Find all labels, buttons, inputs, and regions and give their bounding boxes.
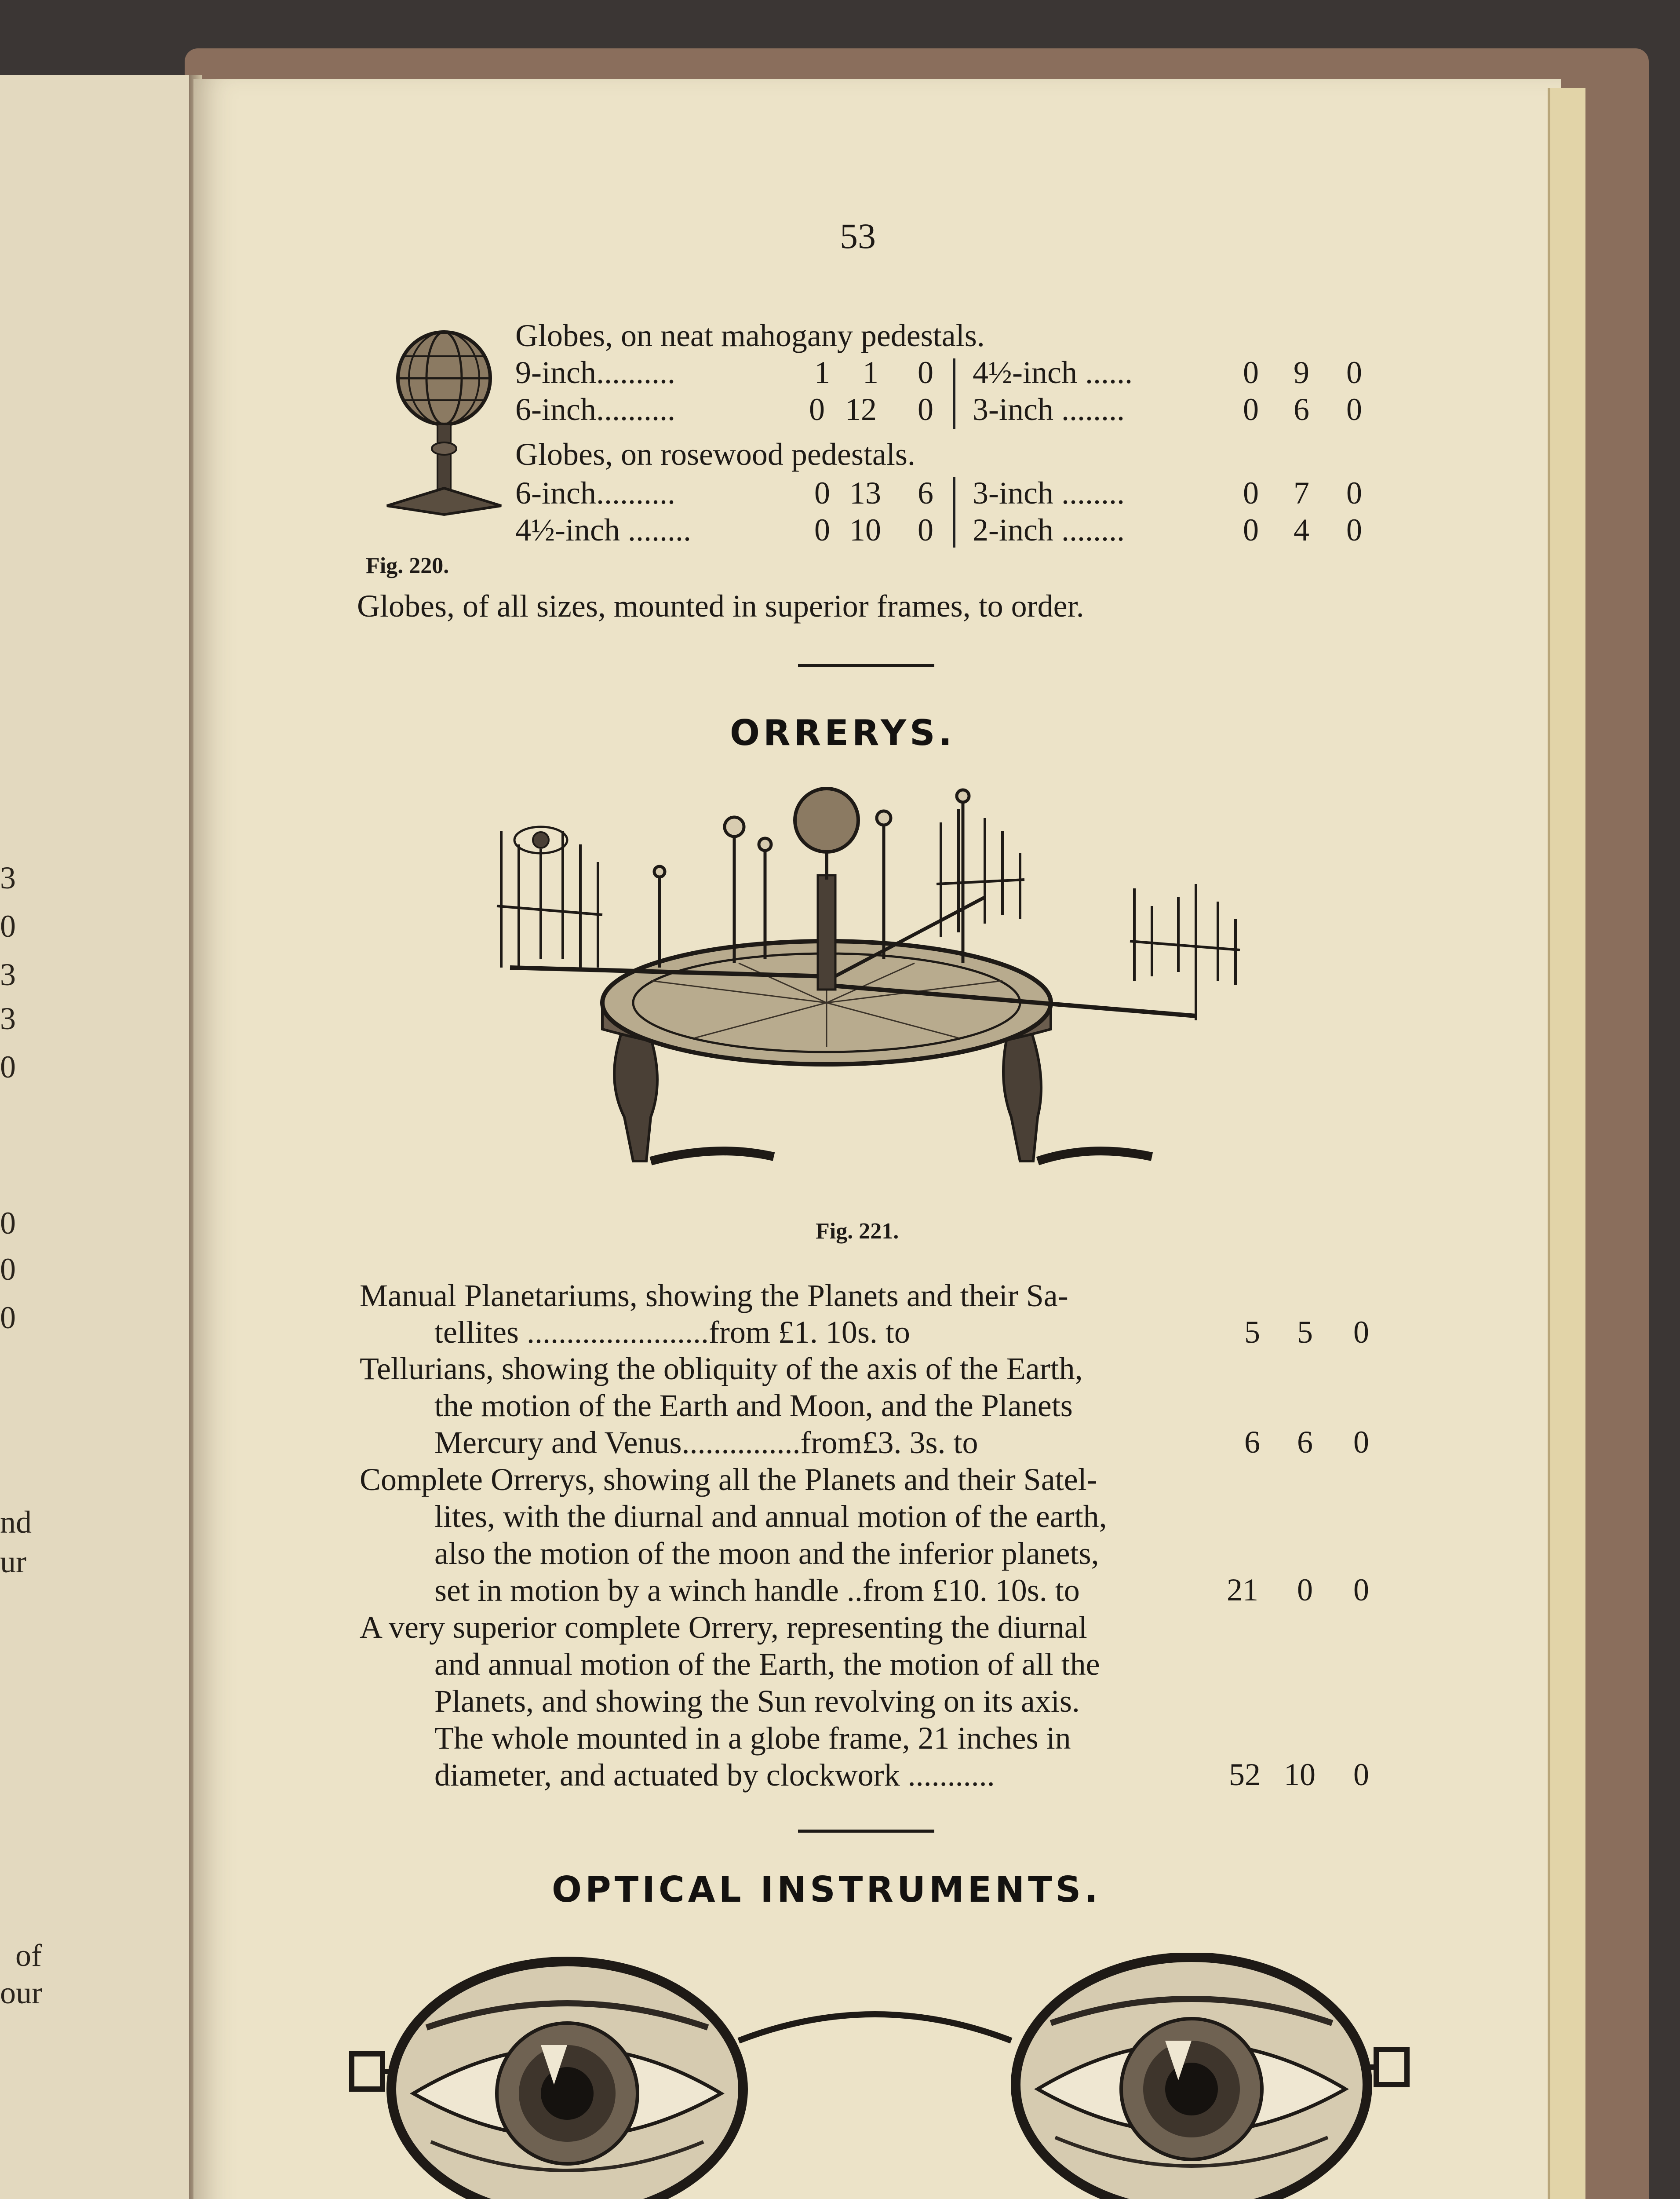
pence: 0	[1346, 512, 1362, 548]
pence: 0	[1353, 1425, 1369, 1460]
pence: 0	[918, 355, 933, 390]
pounds: 0	[1243, 355, 1259, 390]
item-line: The whole mounted in a globe frame, 21 inches in	[434, 1720, 1071, 1756]
shillings: 1	[863, 355, 878, 390]
pounds: 6	[1244, 1425, 1260, 1460]
pence: 0	[918, 512, 933, 548]
item-line: Planets, and showing the Sun revolving on its axis.	[434, 1684, 1080, 1719]
left-fragment: 3	[0, 860, 16, 895]
item-line: diameter, and actuated by clockwork ...........	[434, 1757, 995, 1793]
left-page	[0, 75, 200, 2199]
left-fragment: 0	[0, 909, 16, 944]
shillings: 7	[1294, 475, 1309, 511]
shillings: 10	[849, 512, 881, 548]
column-divider	[953, 477, 955, 548]
mahogany-title: Globes, on neat mahogany pedestals.	[515, 318, 985, 353]
size-label: 9-inch..........	[515, 355, 675, 390]
shillings: 9	[1294, 355, 1309, 390]
item-line: also the motion of the moon and the inferior planets,	[434, 1536, 1099, 1571]
pounds: 0	[809, 392, 825, 427]
size-label: 4½-inch ......	[973, 355, 1133, 390]
size-label: 6-inch..........	[515, 392, 675, 427]
left-fragment: of	[15, 1938, 42, 1973]
left-fragment: 0	[0, 1300, 16, 1335]
pounds: 0	[1243, 512, 1259, 548]
pence: 0	[1353, 1757, 1369, 1792]
pence: 0	[1346, 475, 1362, 511]
orrery-item	[360, 1350, 1083, 1461]
pounds: 0	[1243, 475, 1259, 511]
shillings: 6	[1297, 1425, 1313, 1460]
pounds: 0	[814, 475, 830, 511]
item-line: A very superior complete Orrery, representing the diurnal	[360, 1610, 1087, 1645]
left-fragment: 0	[0, 1205, 16, 1241]
item-line: lites, with the diurnal and annual motion of the earth,	[434, 1499, 1107, 1534]
spectacles-illustration	[347, 1953, 1411, 2199]
size-label: 4½-inch ........	[515, 512, 691, 548]
item-line: and annual motion of the Earth, the motion of all the	[434, 1647, 1100, 1682]
fig-221-label: Fig. 221.	[816, 1219, 899, 1244]
size-label: 3-inch ........	[973, 475, 1125, 511]
item-line: Tellurians, showing the obliquity of the axis of the Earth,	[360, 1351, 1083, 1386]
pounds: 5	[1244, 1315, 1260, 1350]
fig-220-label: Fig. 220.	[366, 553, 449, 578]
item-line: Manual Planetariums, showing the Planets and their Sa-	[360, 1278, 1068, 1313]
pounds: 21	[1227, 1572, 1258, 1607]
left-fragment: our	[0, 1975, 42, 2010]
page-edges	[1548, 88, 1585, 2199]
pence: 0	[1346, 392, 1362, 427]
orrerys-heading: ORRERYS.	[730, 712, 956, 753]
left-fragment: 3	[0, 957, 16, 992]
column-divider	[953, 358, 955, 429]
globe-illustration	[378, 321, 519, 523]
rosewood-title: Globes, on rosewood pedestals.	[515, 437, 915, 472]
pounds: 52	[1229, 1757, 1261, 1792]
left-fragment: nd	[0, 1505, 32, 1540]
item-line: tellites .......................from £1. 10s. to	[434, 1315, 910, 1350]
pounds: 1	[814, 355, 830, 390]
shillings: 6	[1294, 392, 1309, 427]
item-line: Complete Orrerys, showing all the Planets and their Satel-	[360, 1462, 1097, 1497]
shillings: 12	[845, 392, 877, 427]
pence: 0	[918, 392, 933, 427]
size-label: 6-inch..........	[515, 475, 675, 511]
orrery-item	[360, 1278, 1068, 1351]
pounds: 0	[814, 512, 830, 548]
size-label: 2-inch ........	[973, 512, 1125, 548]
optical-heading: OPTICAL INSTRUMENTS.	[552, 1869, 1101, 1910]
left-fragment: 0	[0, 1049, 16, 1085]
item-line: Mercury and Venus...............from£3. 3s. to	[434, 1425, 978, 1460]
left-fragment: ur	[0, 1544, 26, 1579]
section-rule	[798, 1830, 934, 1833]
shillings: 10	[1284, 1757, 1316, 1792]
item-line: the motion of the Earth and Moon, and the Planets	[434, 1388, 1073, 1423]
pounds: 0	[1243, 392, 1259, 427]
item-line: set in motion by a winch handle ..from £10. 10s. to	[434, 1573, 1080, 1608]
pence: 6	[918, 475, 933, 511]
orrery-item	[360, 1461, 1107, 1609]
section-rule	[798, 664, 934, 667]
shillings: 4	[1294, 512, 1309, 548]
shillings: 5	[1297, 1315, 1313, 1350]
orrery-illustration	[431, 774, 1249, 1179]
pence: 0	[1353, 1572, 1369, 1607]
size-label: 3-inch ........	[973, 392, 1125, 427]
shillings: 13	[849, 475, 881, 511]
page-number: 53	[840, 216, 876, 256]
orrery-item	[360, 1609, 1100, 1794]
left-fragment: 3	[0, 1001, 16, 1036]
shillings: 0	[1297, 1572, 1313, 1607]
pence: 0	[1346, 355, 1362, 390]
globes-all-sizes: Globes, of all sizes, mounted in superior frames, to order.	[357, 588, 1084, 624]
pence: 0	[1353, 1315, 1369, 1350]
left-fragment: 0	[0, 1252, 16, 1287]
